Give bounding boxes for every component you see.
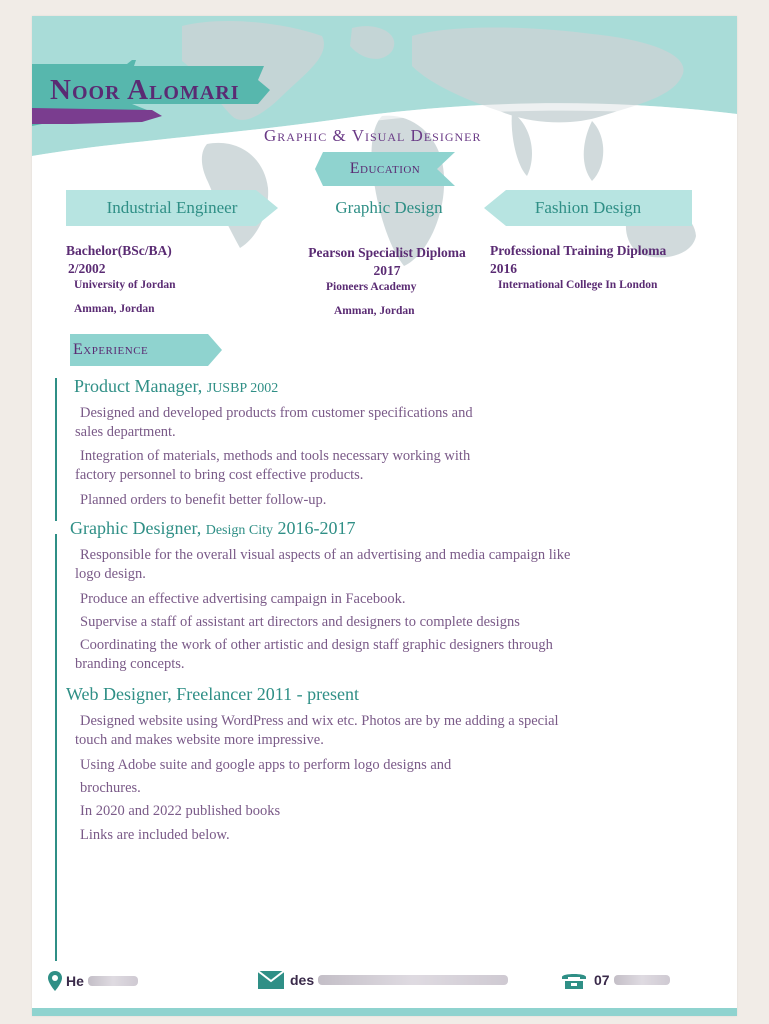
field-tab-graphic-design: Graphic Design xyxy=(335,198,443,217)
education-heading: Education xyxy=(315,152,455,186)
institution: Pioneers Academy xyxy=(326,281,417,294)
candidate-name: Noor Alomari xyxy=(50,74,240,106)
job-title-product-manager: Product Manager, JUSBP 2002 xyxy=(74,376,279,396)
mail-icon xyxy=(258,971,284,989)
field-tab-industrial-engineer: Industrial Engineer xyxy=(66,190,278,226)
location-pin-icon xyxy=(48,971,62,991)
email-contact: des xyxy=(258,971,508,989)
location: Amman, Jordan xyxy=(74,302,155,315)
job-bullet: Coordinating the work of other artistic and design staff graphic designers through branding concepts. xyxy=(75,637,553,672)
job-title-graphic-designer: Graphic Designer, Design City 2016-2017 xyxy=(70,518,356,538)
job-bullet: Produce an effective advertising campaign in Facebook. xyxy=(80,591,406,607)
bottom-accent-bar xyxy=(32,1008,737,1016)
job-bullet: Planned orders to benefit better follow-up. xyxy=(80,492,327,508)
job-bullet: Using Adobe suite and google apps to perform logo designs and xyxy=(80,757,452,773)
education-column-1 xyxy=(66,242,286,317)
job-bullet: Designed and developed products from customer specifications and sales department. xyxy=(75,405,473,440)
job-bullet: Designed website using WordPress and wix etc. Photos are by me adding a special touch and makes website more impressive. xyxy=(75,713,559,748)
redacted-text xyxy=(88,976,138,986)
job-bullet: brochures. xyxy=(80,780,141,796)
timeline-line xyxy=(55,656,57,961)
address-contact: He xyxy=(48,971,138,991)
field-tab-fashion-design: Fashion Design xyxy=(484,190,692,226)
location: Amman, Jordan xyxy=(334,304,415,317)
institution: University of Jordan xyxy=(74,279,176,292)
job-bullet: Responsible for the overall visual aspects of an advertising and media campaign like logo design. xyxy=(75,547,571,582)
timeline-line xyxy=(55,378,57,521)
timeline-line xyxy=(55,534,57,666)
redacted-text xyxy=(318,975,508,985)
education-column-2 xyxy=(282,244,492,319)
degree: Professional Training Diploma xyxy=(490,243,667,258)
job-bullet: Links are included below. xyxy=(80,827,230,843)
job-title-web-designer: Web Designer, Freelancer 2011 - present xyxy=(66,684,360,704)
degree: Bachelor(BSc/BA) xyxy=(66,243,172,258)
job-bullet: In 2020 and 2022 published books xyxy=(80,803,281,819)
redacted-text xyxy=(614,975,670,985)
resume-page xyxy=(32,16,737,1016)
year: 2016 xyxy=(490,261,517,277)
institution: International College In London xyxy=(498,279,658,292)
education-column-3 xyxy=(490,242,730,294)
degree: Pearson Specialist Diploma xyxy=(308,245,466,260)
phone-icon xyxy=(560,971,588,989)
job-bullet: Supervise a staff of assistant art directors and designers to complete designs xyxy=(80,614,520,630)
phone-contact: 07 xyxy=(560,971,670,989)
job-title: Graphic & Visual Designer xyxy=(264,126,482,145)
experience-heading: Experience xyxy=(70,334,222,366)
job-bullet: Integration of materials, methods and tools necessary working with factory personnel to bring cost effective products. xyxy=(75,448,471,483)
year: 2017 xyxy=(373,263,401,279)
year: 2/2002 xyxy=(68,261,106,277)
